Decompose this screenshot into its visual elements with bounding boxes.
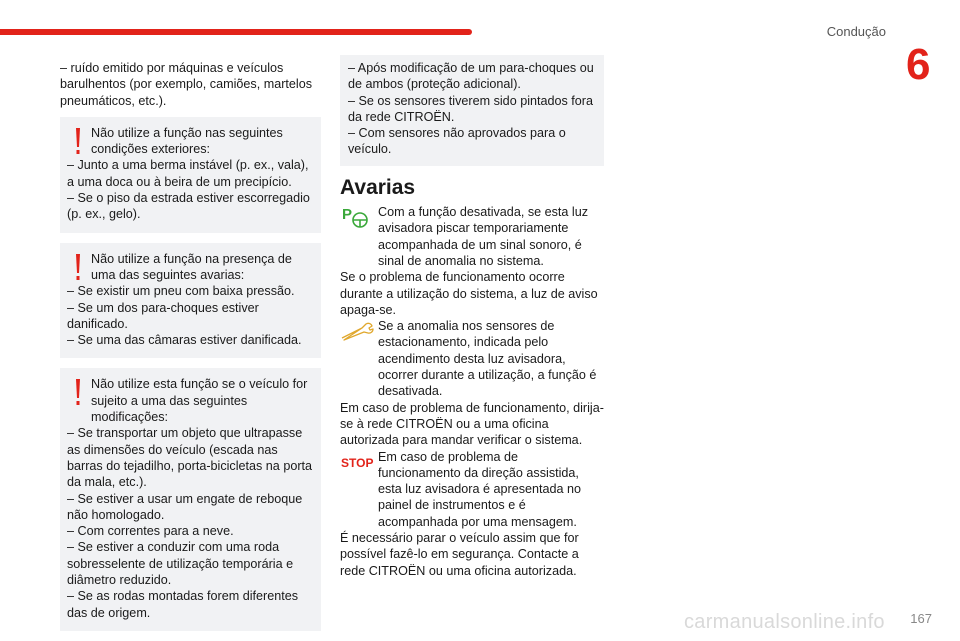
intro-paragraph: – ruído emitido por máquinas e veículos barulhentos (por exemplo, camiões, martelos pneumáticos, etc.). — [60, 61, 312, 108]
fault-entry-park-assist — [340, 204, 604, 318]
fault-text: Em caso de problema de funcionamento da direção assistida, esta luz avisadora é apresentada no painel de instrumentos e é acompanhada por uma mensagem. — [378, 449, 582, 529]
warning-item: – Se estiver a usar um engate de reboque não homologado. — [67, 491, 303, 522]
warning-item: – Se as rodas montadas forem diferentes das de origem. — [67, 589, 299, 620]
section-heading: Avarias — [340, 175, 416, 199]
warning-item: – Se estiver a conduzir com uma roda sobresselente de utilização temporária e diâmetro reduzido. — [67, 540, 294, 588]
warning-item: – Com correntes para a neve. — [67, 524, 234, 539]
warning-item: – Se o piso da estrada estiver escorregadio (p. ex., gelo). — [67, 191, 310, 222]
fault-entry-steering — [340, 449, 604, 579]
warning-item: – Se os sensores tiverem sido pintados fora da rede CITROËN. — [348, 93, 594, 124]
fault-text: Em caso de problema de funcionamento, dirija-se à rede CITROËN ou a uma oficina autorizada para mandar verificar o sistema. — [340, 400, 604, 448]
warning-item: – Se um dos para-choques estiver danificado. — [67, 300, 259, 331]
warning-box-modifications — [60, 368, 321, 630]
stop-label: STOP — [341, 455, 374, 470]
fault-text: Com a função desativada, se esta luz avisadora piscar temporariamente acompanhada de um sinal sonoro, é sinal de anomalia no sistema. — [378, 205, 589, 268]
warning-box-faults — [60, 243, 321, 359]
service-wrench-icon — [340, 318, 376, 344]
watermark: carmanualsonline.info — [684, 611, 885, 633]
section-title: Condução — [826, 24, 886, 39]
warning-intro: Não utilize esta função se o veículo for sujeito a uma das seguintes modificações: — [91, 377, 308, 425]
chapter-color-bar — [0, 29, 472, 35]
fault-entry-service — [340, 318, 604, 448]
warning-item: – Junto a uma berma instável (p. ex., vala), a uma doca ou à beira de um precipício. — [67, 158, 309, 189]
warning-exclamation-icon — [73, 378, 83, 408]
right-column — [340, 55, 604, 579]
warning-item: – Se uma das câmaras estiver danificada. — [67, 333, 302, 348]
warning-intro: Não utilize a função na presença de uma das seguintes avarias: — [91, 251, 292, 282]
fault-text: Se a anomalia nos sensores de estacionamento, indicada pelo acendimento desta luz avisadora, ocorrer durante a utilização, a função é desativada. — [378, 319, 597, 399]
fault-text: Se o problema de funcionamento ocorre durante a utilização do sistema, a luz de aviso apaga-se. — [340, 270, 598, 317]
left-column — [60, 60, 321, 641]
page-number: 167 — [910, 611, 932, 626]
warning-intro: Não utilize a função nas seguintes condições exteriores: — [91, 125, 283, 157]
warning-item: – Se existir um pneu com baixa pressão. — [67, 284, 295, 299]
warning-exclamation-icon — [73, 253, 83, 283]
chapter-number: 6 — [906, 40, 931, 89]
warning-item: – Após modificação de um para-choques ou de ambos (proteção adicional). — [348, 61, 594, 92]
fault-text: É necessário parar o veículo assim que for possível fazê-lo em segurança. Contacte a rede CITROËN ou uma oficina autorizada. — [340, 531, 579, 578]
continued-warning-box — [340, 55, 604, 166]
stop-warning-icon — [340, 449, 376, 475]
warning-box-conditions — [60, 117, 321, 233]
park-assist-warning-icon — [340, 204, 376, 230]
warning-exclamation-icon — [73, 127, 83, 157]
svg-text:P: P — [342, 206, 353, 224]
warning-item: – Com sensores não aprovados para o veículo. — [348, 126, 566, 157]
warning-item: – Se transportar um objeto que ultrapasse as dimensões do veículo (escada nas barras do tejadilho, porta-bicicletas na porta da mala, etc.). — [67, 426, 313, 490]
